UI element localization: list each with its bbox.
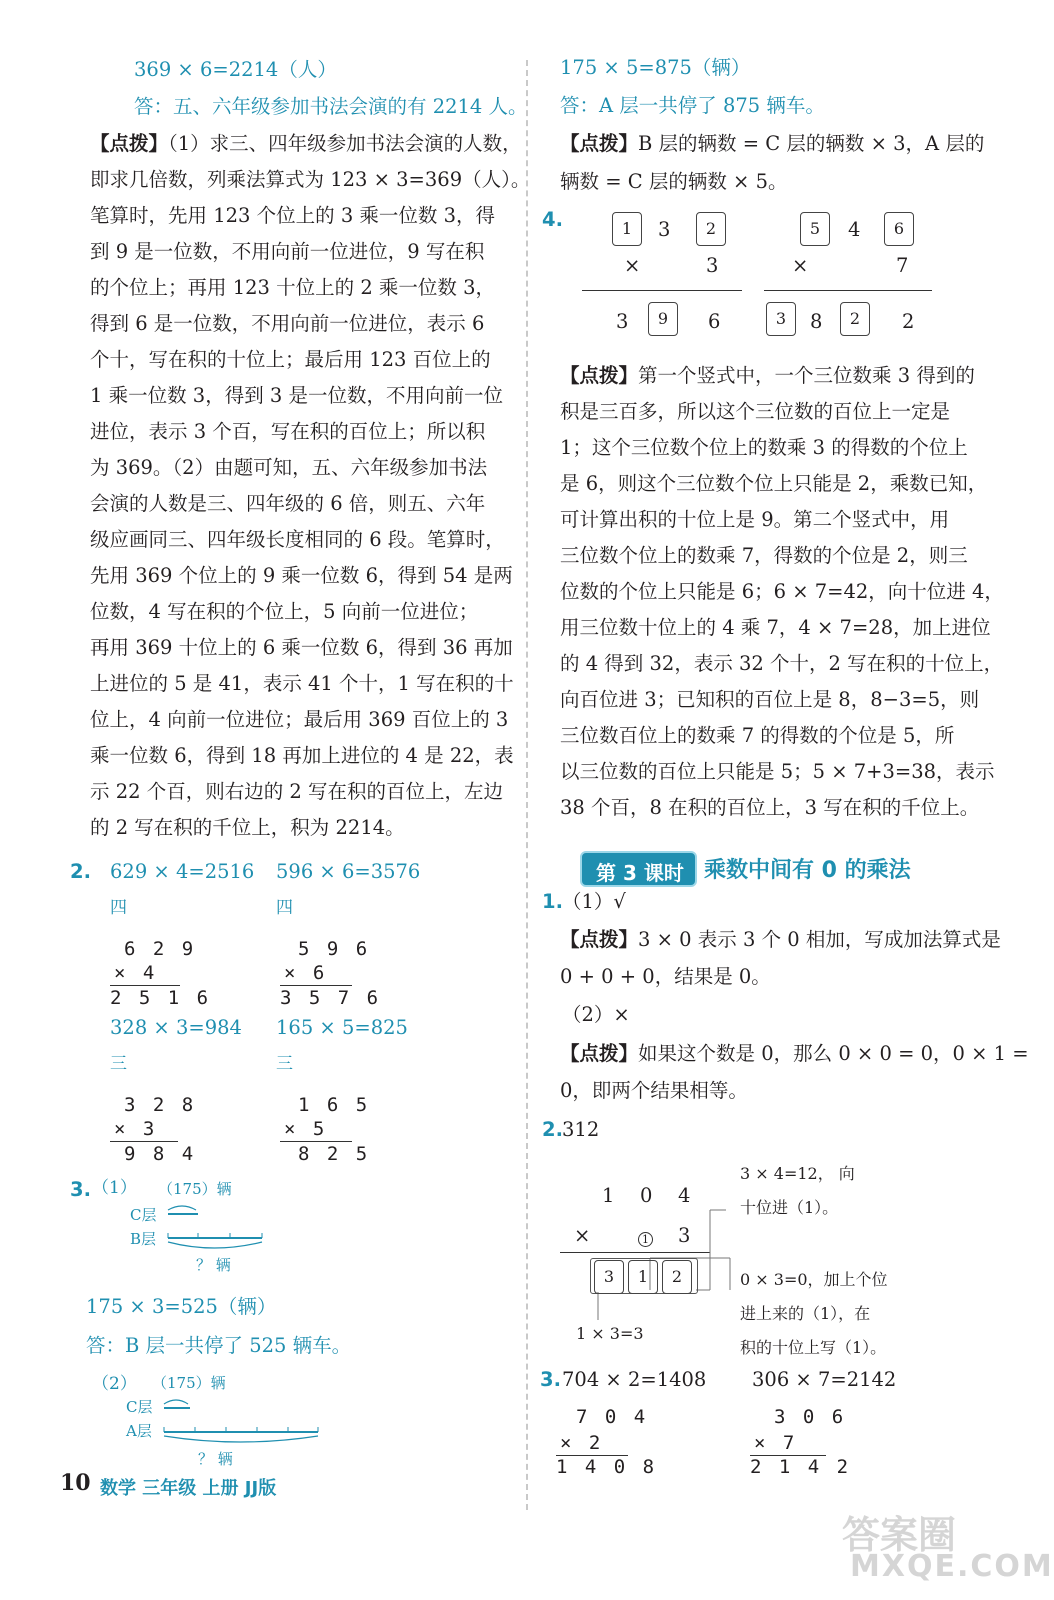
- tip-line: 0，即两个结果相等。: [560, 1079, 748, 1102]
- diagram-top-label: （175）辆: [158, 1180, 232, 1198]
- equation: 306 × 7=2142: [752, 1368, 897, 1391]
- vertical-multiplier: × 5: [284, 1118, 328, 1140]
- tip-line: 以三位数的百位上只能是 5；5 × 7+3=38，表示: [560, 760, 995, 783]
- digit: 6: [708, 310, 721, 333]
- lesson-badge: 第 3 课时: [580, 851, 697, 887]
- vertical-top: 7 0 4: [576, 1406, 649, 1428]
- tip-line: 【点拨】B 层的辆数 = C 层的辆数 × 3，A 层的: [560, 132, 985, 155]
- tip-line: 上进位的 5 是 41，表示 41 个十，1 写在积的十: [90, 672, 514, 695]
- answer-box: 2: [696, 212, 726, 246]
- tip-line: 再用 369 十位上的 6 乘一位数 6，得到 36 再加: [90, 636, 513, 659]
- vertical-rule: [110, 1141, 178, 1142]
- step-note: 进上来的（1），在: [740, 1304, 871, 1323]
- answer-box: 6: [884, 212, 914, 246]
- diagram-c-label: C层: [130, 1206, 157, 1224]
- vertical-top: 1 6 5: [298, 1094, 371, 1116]
- tip-line: 向百位进 3；已知积的百位上是 8，8−3=5，则: [560, 688, 980, 711]
- equation: 165 × 5=825: [276, 1016, 408, 1039]
- tip-line: 【点拨】第一个竖式中，一个三位数乘 3 得到的: [560, 364, 975, 387]
- tip-line: 1 乘一位数 3，得到 3 是一位数，不用向前一位: [90, 384, 504, 407]
- question-number: 2.: [542, 1118, 563, 1141]
- step-note: 1 × 3=3: [576, 1324, 644, 1343]
- vertical-multiplier: × 2: [560, 1432, 604, 1454]
- tip-line: 【点拨】3 × 0 表示 3 个 0 相加，写成加法算式是: [560, 928, 1001, 951]
- estimate-label: 三: [110, 1054, 127, 1074]
- answer-box: 3: [766, 302, 796, 336]
- vertical-result: 3 5 7 6: [280, 987, 382, 1009]
- vertical-result: 2 5 1 6: [110, 987, 212, 1009]
- times-sign: ×: [574, 1224, 591, 1247]
- tip-line: 进位，表示 3 个百，写在积的百位上；所以积: [90, 420, 486, 443]
- digit: 8: [810, 310, 823, 333]
- digit: 4: [678, 1184, 691, 1207]
- digit: 3: [678, 1224, 691, 1247]
- segment-diagram-2: [160, 1394, 324, 1456]
- step-note: 积的十位上写（1）。: [740, 1338, 887, 1357]
- vertical-result: 8 2 5: [298, 1143, 371, 1165]
- segment-diagram-1: [164, 1200, 274, 1262]
- tip-line: 的 4 得到 32，表示 32 个十，2 写在积的十位上，: [560, 652, 1004, 675]
- step-note: 3 × 4=12， 向: [740, 1164, 855, 1183]
- tip-line: 的个位上；再用 123 十位上的 2 乘一位数 3，: [90, 276, 496, 299]
- answer-line: （1）√: [562, 890, 626, 913]
- carry-explanation-diagram: [560, 1160, 1020, 1357]
- section-header: [580, 849, 960, 889]
- tip-line: 三位数百位上的数乘 7 的得数的个位是 5，所: [560, 724, 955, 747]
- tip-line: 1；这个三位数个位上的数乘 3 的得数的个位上: [560, 436, 968, 459]
- vertical-result: 1 4 0 8: [556, 1456, 658, 1478]
- vertical-multiplier: × 4: [114, 962, 158, 984]
- vertical-rule: [280, 1141, 352, 1142]
- vertical-top: 3 2 8: [124, 1094, 197, 1116]
- equation-line: 175 × 5=875（辆）: [560, 56, 751, 79]
- answer-value: 312: [562, 1118, 600, 1141]
- diagram-question-label: ？ 辆: [198, 1450, 233, 1468]
- vertical-rule: [764, 290, 932, 291]
- tip-line: 级应画同三、四年级长度相同的 6 段。笔算时，: [90, 528, 505, 551]
- vertical-rule: [280, 985, 352, 986]
- tip-line: 即求几倍数，列乘法算式为 123 × 3=369（人）。: [90, 168, 531, 191]
- question-number: 4.: [542, 208, 563, 231]
- estimate-label: 四: [110, 898, 127, 918]
- vertical-rule: [110, 985, 180, 986]
- diagram-c-label: C层: [126, 1398, 153, 1416]
- times-sign: ×: [624, 254, 641, 277]
- answer-box: 5: [800, 212, 830, 246]
- tip-line: 先用 369 个位上的 9 乘一位数 6，得到 54 是两: [90, 564, 513, 587]
- tip-label: 【点拨】: [560, 364, 639, 387]
- section-title: 乘数中间有 0 的乘法: [704, 858, 911, 883]
- carry-mark: 1: [638, 1232, 653, 1247]
- vertical-multiplier: × 7: [754, 1432, 798, 1454]
- watermark-url: MXQE.COM: [850, 1549, 1054, 1584]
- digit: 2: [902, 310, 915, 333]
- estimate-label: 四: [276, 898, 293, 918]
- tip-line: 会演的人数是三、四年级的 6 倍，则五、六年: [90, 492, 486, 515]
- equation: 328 × 3=984: [110, 1016, 242, 1039]
- question-number: 1.: [542, 890, 563, 913]
- equation: 596 × 6=3576: [276, 860, 421, 883]
- tip-line: 0 + 0 + 0，结果是 0。: [560, 965, 771, 988]
- answer-box: 9: [648, 302, 678, 336]
- vertical-rule: [582, 290, 742, 291]
- vertical-multiplier: × 3: [114, 1118, 158, 1140]
- tip-line: 38 个百，8 在积的百位上，3 写在积的千位上。: [560, 796, 980, 819]
- digit: 0: [640, 1184, 653, 1207]
- answer-box: 1: [612, 212, 642, 246]
- answer-box: 2: [840, 302, 870, 336]
- tip-line: 用三位数十位上的 4 乘 7，4 × 7=28，加上进位: [560, 616, 991, 639]
- equation-line: 369 × 6=2214（人）: [134, 58, 337, 81]
- answer-line: 答：五、六年级参加书法会演的有 2214 人。: [134, 95, 528, 118]
- tip-line: 位数，4 写在积的个位上，5 向前一位进位；: [90, 600, 479, 623]
- tip-label: 【点拨】: [560, 132, 639, 155]
- digit: 3: [616, 310, 629, 333]
- digit: 7: [896, 254, 909, 277]
- answer-box: 3: [594, 1260, 624, 1294]
- times-sign: ×: [792, 254, 809, 277]
- tip-line: 笔算时，先用 123 个位上的 3 乘一位数 3，得: [90, 204, 496, 227]
- page-number: 10: [60, 1470, 91, 1496]
- tip-line: 示 22 个百，则右边的 2 写在积的百位上，左边: [90, 780, 504, 803]
- diagram-question-label: ？ 辆: [196, 1256, 231, 1274]
- vertical-top: 6 2 9: [124, 938, 197, 960]
- answer-box: 2: [662, 1260, 692, 1294]
- tip-label: 【点拨】: [90, 132, 169, 155]
- column-divider: [526, 60, 528, 1510]
- tip-line: 位上，4 向前一位进位；最后用 369 百位上的 3: [90, 708, 509, 731]
- diagram-a-label: A层: [126, 1422, 152, 1440]
- answer-line: （2）×: [562, 1003, 630, 1026]
- answer-box: 1: [628, 1260, 658, 1294]
- tip-line: 辆数 = C 层的辆数 × 5。: [560, 170, 788, 193]
- digit: 1: [602, 1184, 615, 1207]
- diagram-b-label: B层: [130, 1230, 157, 1248]
- tip-line: 积是三百多，所以这个三位数的百位上一定是: [560, 400, 951, 423]
- vertical-result: 2 1 4 2: [750, 1456, 852, 1478]
- tip-line: 为 369。（2）由题可知，五、六年级参加书法: [90, 456, 488, 479]
- tip-line: 位数的个位上只能是 6；6 × 7=42，向十位进 4，: [560, 580, 1004, 603]
- tip-line: 【点拨】如果这个数是 0，那么 0 × 0 = 0，0 × 1 =: [560, 1042, 1029, 1065]
- vertical-result: 9 8 4: [124, 1143, 197, 1165]
- tip-line: 到 9 是一位数，不用向前一位进位，9 写在积: [90, 240, 485, 263]
- tip-line: 是 6，则这个三位数个位上只能是 2，乘数已知，: [560, 472, 988, 495]
- digit: 3: [706, 254, 719, 277]
- tip-line: 乘一位数 6，得到 18 再加上进位的 4 是 22，表: [90, 744, 514, 767]
- estimate-label: 三: [276, 1054, 293, 1074]
- vertical-multiplier: × 6: [284, 962, 328, 984]
- sub-question-label: （1）: [92, 1178, 137, 1198]
- step-note: 十位进（1）。: [740, 1198, 839, 1217]
- tip-line: 【点拨】（1）求三、四年级参加书法会演的人数，: [90, 132, 522, 155]
- digit: 3: [658, 218, 671, 241]
- tip-label: 【点拨】: [560, 928, 639, 951]
- equation: 704 × 2=1408: [562, 1368, 707, 1391]
- answer-line: 答：B 层一共停了 525 辆车。: [86, 1334, 352, 1357]
- vertical-top: 3 0 6: [774, 1406, 847, 1428]
- vertical-top: 5 9 6: [298, 938, 371, 960]
- book-title: 数学 三年级 上册 JJ版: [100, 1478, 277, 1499]
- tip-line: 个十，写在积的十位上；最后用 123 百位上的: [90, 348, 491, 371]
- connector-lines: [560, 1160, 760, 1350]
- digit: 4: [848, 218, 861, 241]
- answer-line: 答：A 层一共停了 875 辆车。: [560, 94, 825, 117]
- tip-line: 三位数个位上的数乘 7，得数的个位是 2，则三: [560, 544, 968, 567]
- question-number: 2.: [70, 860, 91, 883]
- question-number: 3.: [540, 1368, 561, 1391]
- equation: 175 × 3=525（辆）: [86, 1295, 277, 1318]
- tip-line: 得到 6 是一位数，不用向前一位进位，表示 6: [90, 312, 485, 335]
- tip-line: 的 2 写在积的千位上，积为 2214。: [90, 816, 405, 839]
- step-note: 0 × 3=0，加上个位: [740, 1270, 888, 1289]
- diagram-top-label: （175）辆: [152, 1374, 226, 1392]
- tip-line: 可计算出积的十位上是 9。第二个竖式中，用: [560, 508, 950, 531]
- watermark-logo: 答案圈: [842, 1513, 957, 1557]
- sub-question-label: （2）: [92, 1374, 137, 1394]
- question-number: 3.: [70, 1178, 91, 1201]
- tip-label: 【点拨】: [560, 1042, 639, 1065]
- equation: 629 × 4=2516: [110, 860, 255, 883]
